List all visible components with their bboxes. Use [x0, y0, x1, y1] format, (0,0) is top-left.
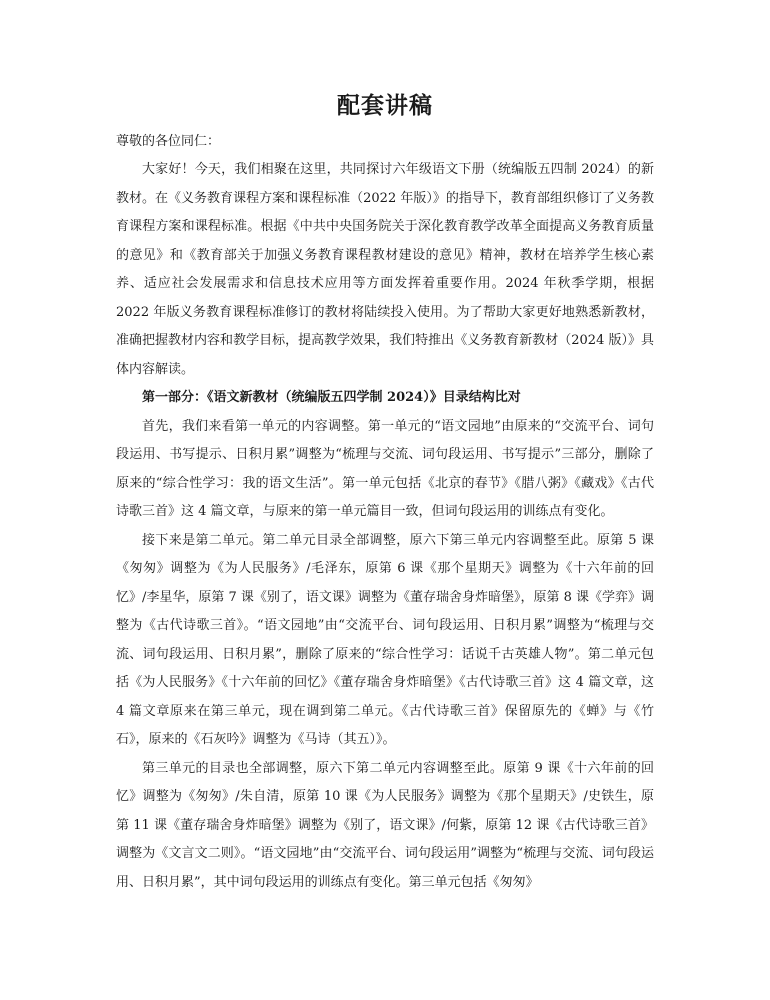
- salutation: 尊敬的各位同仁：: [116, 134, 221, 149]
- document-page: [116, 88, 654, 897]
- section-heading: 第一部分：《语文新教材（统编版五四学制 2024）》目录结构比对: [142, 390, 521, 405]
- body-paragraph-unit-2: 接下来是第二单元。第二单元目录全部调整，原六下第三单元内容调整至此。原第 5 课《匆匆》调整为《为人民服务》/毛泽东，原第 6 课《那个星期天》调整为《十六年前的回忆》/李星华，原第 7 课《别了，语文课》调整为《董存瑞舍身炸暗堡》，原第 8 课《学弈》调整为《古代诗歌三首》。“语文园地”由“交流平台、词句段运用、日积月累”调整为“梳理与交流、词句段运用、日积月累”，删除了原来的“综合性学习：话说千古英雄人物”。第二单元包括《为人民服务》《十六年前的回忆》《董存瑞舍身炸暗堡》《古代诗歌三首》这 4 篇文章，这 4 篇文章原来在第三单元，现在调到第二单元。《古代诗歌三首》保留原先的《蝉》与《竹石》，原来的《石灰吟》调整为《马诗（其五）》。: [116, 532, 654, 747]
- intro-paragraph: 大家好！今天，我们相聚在这里，共同探讨六年级语文下册（统编版五四制 2024）的新教材。在《义务教育课程方案和课程标准（2022 年版）》的指导下，教育部组织修订了义务教育课程方案和课程标准。根据《中共中央国务院关于深化教育教学改革全面提高义务教育质量的意见》和《教育部关于加强义务教育课程教材建设的意见》精神，教材在培养学生核心素养、适应社会发展需求和信息技术应用等方面发挥着重要作用。2024 年秋季学期，根据 2022 年版义务教育课程标准修订的教材将陆续投入使用。为了帮助大家更好地熟悉新教材，准确把握教材内容和教学目标，提高教学效果，我们特推出《义务教育新教材（2024 版）》具体内容解读。: [116, 162, 654, 377]
- document-title: 配套讲稿: [337, 92, 433, 119]
- body-paragraph-unit-1: 首先，我们来看第一单元的内容调整。第一单元的“语文园地”由原来的“交流平台、词句段运用、书写提示、日积月累”调整为“梳理与交流、词句段运用、书写提示”三部分，删除了原来的“综合性学习：我的语文生活”。第一单元包括《北京的春节》《腊八粥》《藏戏》《古代诗歌三首》这 4 篇文章，与原来的第一单元篇目一致，但词句段运用的训练点有变化。: [116, 418, 654, 519]
- body-paragraph-unit-3: 第三单元的目录也全部调整，原六下第二单元内容调整至此。原第 9 课《十六年前的回忆》调整为《匆匆》/朱自清，原第 10 课《为人民服务》调整为《那个星期天》/史铁生，原第 11 课《董存瑞舍身炸暗堡》调整为《别了，语文课》/何紫，原第 12 课《古代诗歌三首》调整为《文言文二则》。“语文园地”由“交流平台、词句段运用”调整为“梳理与交流、词句段运用、日积月累”，其中词句段运用的训练点有变化。第三单元包括《匆匆》: [116, 760, 654, 890]
